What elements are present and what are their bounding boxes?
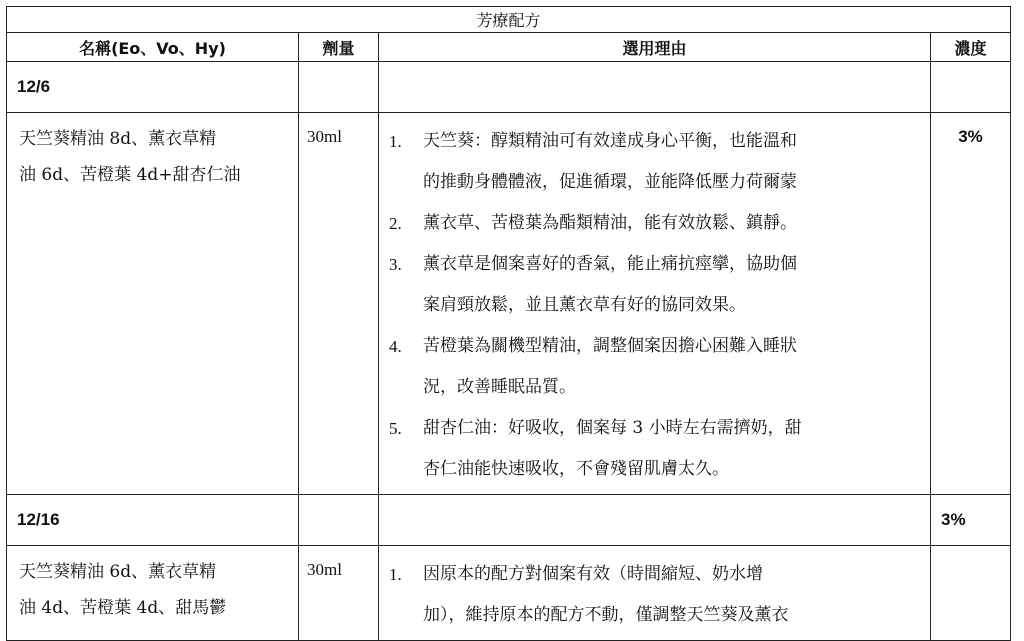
reason-item: 2. 薰衣草、苦橙葉為酯類精油，能有效放鬆、鎮靜。: [389, 213, 797, 233]
header-concentration: 濃度: [931, 33, 1011, 62]
formula-row-2: [7, 546, 1011, 641]
header-reason: 選用理由: [379, 33, 931, 62]
formula-concentration: 3%: [931, 113, 1011, 495]
header-qty: 劑量: [299, 33, 379, 62]
column-header-row: [7, 33, 1011, 62]
formula-name: [7, 113, 299, 495]
date-label: 12/6: [17, 77, 51, 96]
reason-item: 3. 薰衣草是個案喜好的香氣，能止痛抗痙攣，協助個 案肩頸放鬆，並且薰衣草有好的協同效果。: [389, 254, 797, 315]
date-concentration: 3%: [941, 510, 966, 529]
reason-item: 5. 甜杏仁油：好吸收，個案每 3 小時左右需擠奶，甜 杏仁油能快速吸收，不會殘留肌膚太久。: [389, 418, 802, 479]
reason-item: 1. 天竺葵：醇類精油可有效達成身心平衡，也能溫和 的推動身體體液，促進循環，並能降低壓力荷爾蒙: [389, 131, 797, 192]
date-row-2: [7, 495, 1011, 546]
formula-name-line: 天竺葵精油 6d、薰衣草精: [19, 562, 217, 582]
date-label: 12/16: [17, 510, 60, 529]
formula-name-line: 油 4d、苦橙葉 4d、甜馬鬱: [19, 598, 227, 618]
aromatherapy-formula-table: [6, 6, 1011, 641]
table-title: 芳療配方: [7, 7, 1011, 33]
header-name: 名稱(Eo、Vo、Hy): [7, 33, 299, 62]
formula-name-line: 油 6d、苦橙葉 4d+甜杏仁油: [19, 165, 241, 185]
date-row-1: [7, 62, 1011, 113]
formula-reasons: [379, 113, 931, 495]
reason-item: 1. 因原本的配方對個案有效（時間縮短、奶水增 加），維持原本的配方不動，僅調整天竺葵及薰衣: [389, 564, 789, 625]
formula-qty: 30ml: [299, 113, 379, 495]
formula-concentration: [931, 546, 1011, 641]
formula-qty: 30ml: [299, 546, 379, 641]
formula-name-line: 天竺葵精油 8d、薰衣草精: [19, 129, 217, 149]
formula-name: [7, 546, 299, 641]
reason-item: 4. 苦橙葉為關機型精油，調整個案因擔心困難入睡狀 況，改善睡眠品質。: [389, 336, 797, 397]
formula-reasons: [379, 546, 931, 641]
formula-row-1: [7, 113, 1011, 495]
table-title-row: [7, 7, 1011, 33]
